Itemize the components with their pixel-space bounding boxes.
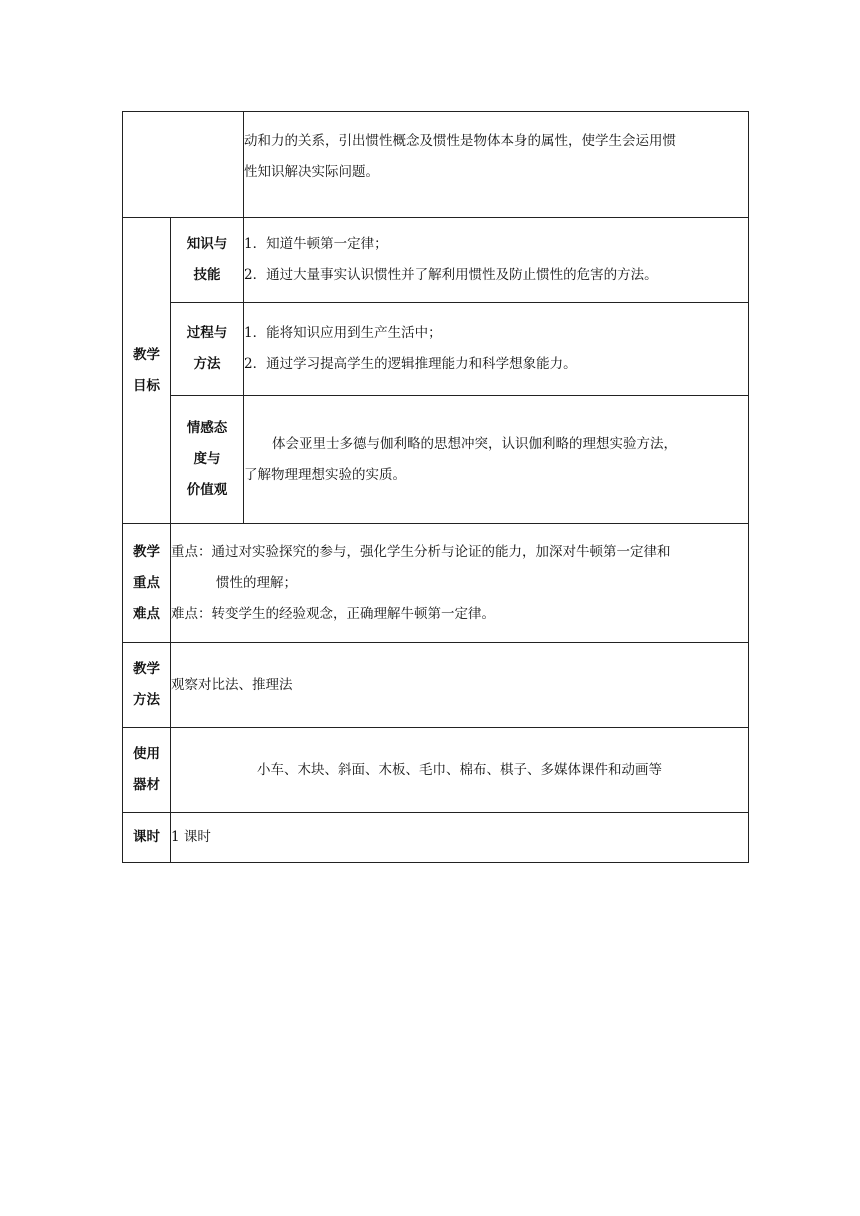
empty-label-cell xyxy=(123,112,244,218)
periods-content xyxy=(171,813,749,863)
objectives-label-line-2: 目标 xyxy=(133,377,160,394)
process-label xyxy=(171,303,244,396)
equipment-label-line-2: 器材 xyxy=(133,777,160,793)
key-points-label-line-3: 难点 xyxy=(133,605,160,622)
emotion-label-line-1: 情感态 xyxy=(186,420,228,436)
row-key-points xyxy=(123,524,749,643)
process-content xyxy=(244,303,749,396)
continued-text-cell xyxy=(244,112,749,218)
emotion-content xyxy=(244,396,749,524)
row-methods xyxy=(123,643,749,728)
equipment-content xyxy=(171,728,749,813)
methods-label-line-1: 教学 xyxy=(133,661,160,677)
key-points-content xyxy=(171,524,749,643)
emotion-label-line-3: 价值观 xyxy=(186,482,228,498)
row-equipment xyxy=(123,728,749,813)
methods-text: 观察对比法、推理法 xyxy=(171,676,293,693)
methods-label xyxy=(123,643,171,728)
emotion-label xyxy=(171,396,244,524)
emotion-line-1: 体会亚里士多德与伽利略的思想冲突，认识伽利略的理想实验方法， xyxy=(272,435,677,452)
methods-label-line-2: 方法 xyxy=(133,692,160,708)
periods-label: 课时 xyxy=(123,813,171,863)
row-emotion xyxy=(123,396,749,524)
process-item-2: 2．通过学习提高学生的逻辑推理能力和科学想象能力。 xyxy=(244,356,577,372)
key-points-label xyxy=(123,524,171,643)
knowledge-label xyxy=(171,218,244,303)
emotion-label-line-2: 度与 xyxy=(193,451,221,467)
row-knowledge xyxy=(123,218,749,303)
knowledge-label-line-1: 知识与 xyxy=(186,236,228,252)
equipment-label-line-1: 使用 xyxy=(133,746,160,762)
knowledge-item-2: 2．通过大量事实认识惯性并了解利用惯性及防止惯性的危害的方法。 xyxy=(244,267,658,283)
emotion-line-2: 了解物理理想实验的实质。 xyxy=(244,466,406,483)
continued-line-2: 性知识解决实际问题。 xyxy=(244,164,379,180)
process-label-line-2: 方法 xyxy=(193,356,221,372)
key-points-line-3: 难点：转变学生的经验观念，正确理解牛顿第一定律。 xyxy=(171,605,495,622)
lesson-plan-table xyxy=(122,111,749,863)
equipment-text: 小车、木块、斜面、木板、毛巾、棉布、棋子、多媒体课件和动画等 xyxy=(257,761,662,778)
key-points-label-line-2: 重点 xyxy=(133,574,160,591)
equipment-label xyxy=(123,728,171,813)
key-points-line-1: 重点：通过对实验探究的参与，强化学生分析与论证的能力，加深对牛顿第一定律和 xyxy=(171,543,671,560)
process-label-line-1: 过程与 xyxy=(186,325,228,341)
row-process xyxy=(123,303,749,396)
process-item-1: 1．能将知识应用到生产生活中； xyxy=(244,325,442,341)
periods-text: 1 课时 xyxy=(171,829,211,845)
row-periods xyxy=(123,813,749,863)
key-points-label-line-1: 教学 xyxy=(133,543,160,560)
objectives-label-line-1: 教学 xyxy=(133,346,160,363)
knowledge-content xyxy=(244,218,749,303)
key-points-line-2: 惯性的理解； xyxy=(216,574,297,591)
knowledge-item-1: 1．知道牛顿第一定律； xyxy=(244,236,388,252)
methods-content xyxy=(171,643,749,728)
knowledge-label-line-2: 技能 xyxy=(193,267,221,283)
objectives-label xyxy=(123,218,171,524)
continued-line-1: 动和力的关系，引出惯性概念及惯性是物体本身的属性，使学生会运用惯 xyxy=(244,133,676,149)
row-continued xyxy=(123,112,749,218)
